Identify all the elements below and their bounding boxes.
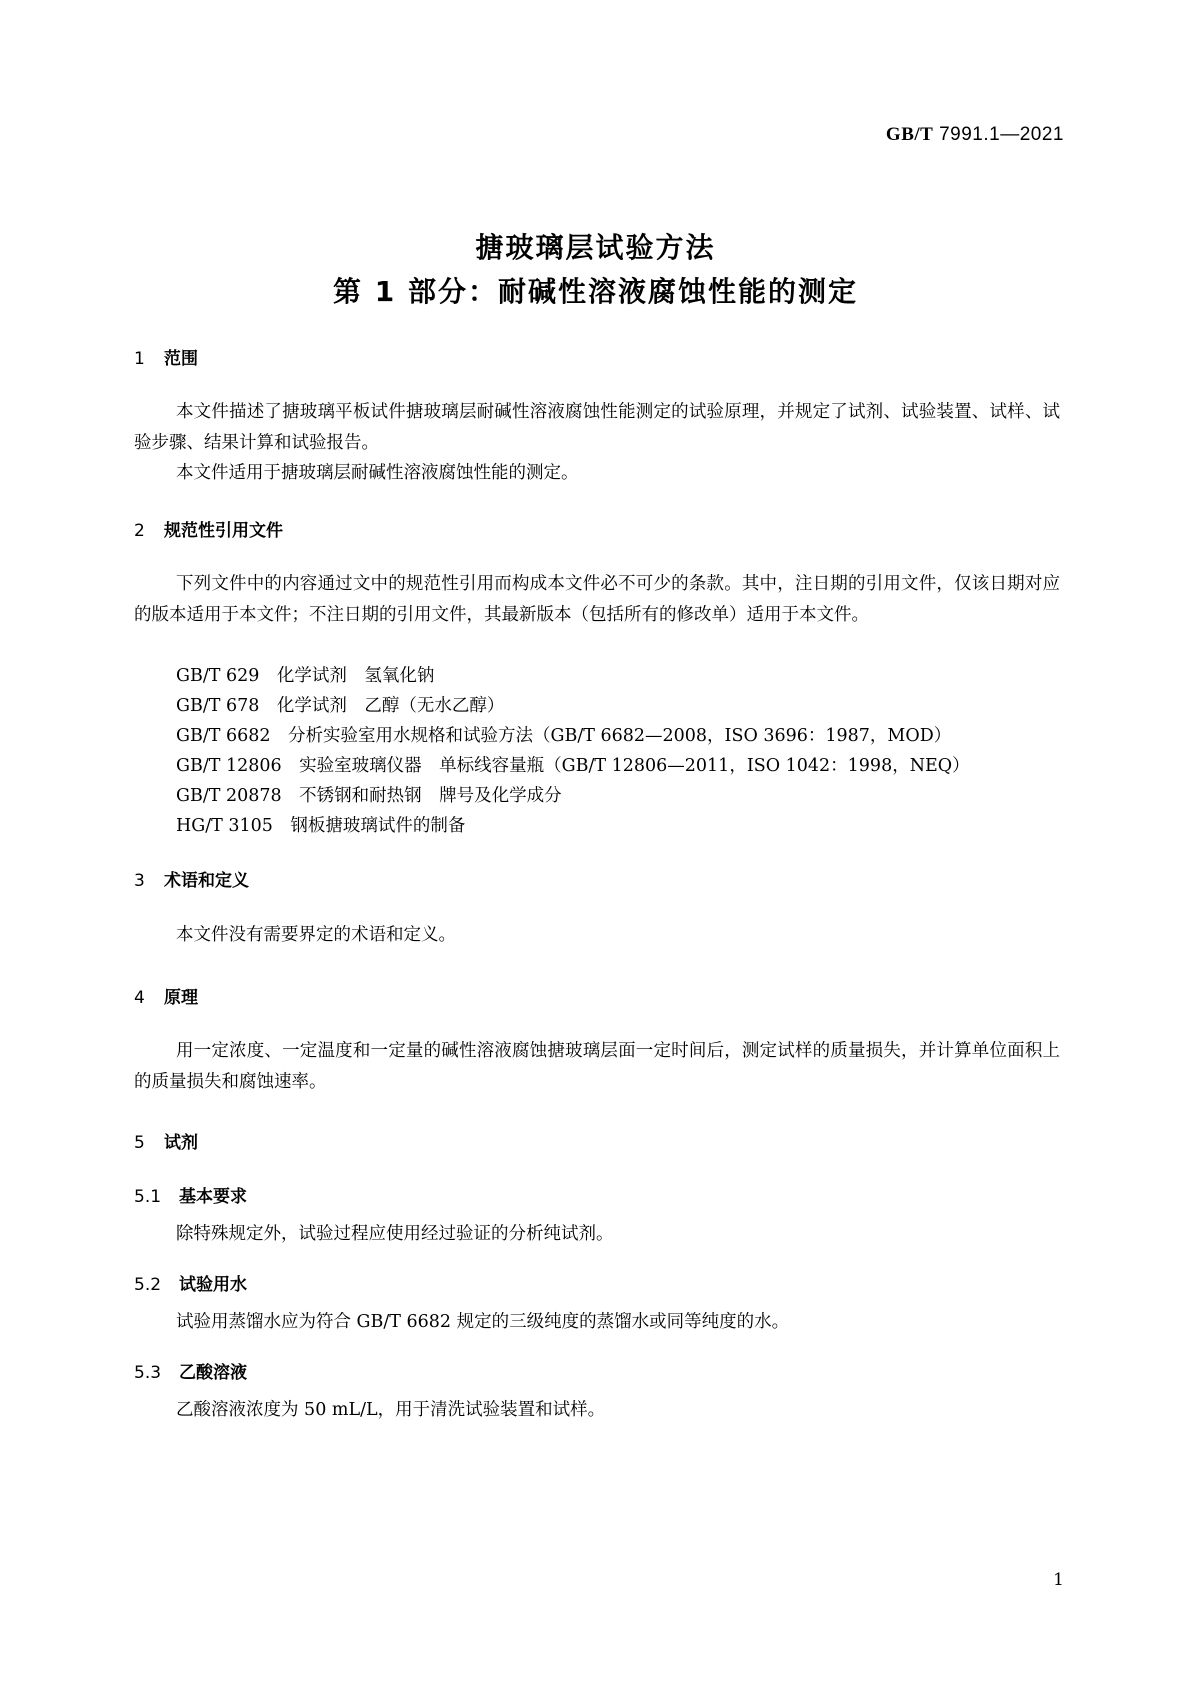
- paragraph: 本文件描述了搪玻璃平板试件搪玻璃层耐碱性溶液腐蚀性能测定的试验原理，并规定了试剂、试验装置、试样、试验步骤、结果计算和试验报告。: [134, 402, 1060, 453]
- section-heading-4: [134, 983, 198, 1008]
- section-title: 原理: [164, 988, 198, 1008]
- section-title: 术语和定义: [164, 871, 249, 891]
- section-heading-5: [134, 1128, 198, 1153]
- normative-reference: HG/T 3105 钢板搪玻璃试件的制备: [176, 816, 466, 836]
- section-heading-2: [134, 516, 283, 541]
- normative-reference: GB/T 20878 不锈钢和耐热钢 牌号及化学成分: [176, 786, 562, 806]
- section-number: 1: [134, 349, 145, 369]
- document-subtitle: 第 1 部分：耐碱性溶液腐蚀性能的测定: [333, 275, 858, 308]
- page-number: 1: [1053, 1570, 1064, 1590]
- normative-reference: GB/T 12806 实验室玻璃仪器 单标线容量瓶（GB/T 12806—2011，ISO 1042：1998，NEQ）: [176, 756, 970, 776]
- paragraph: 试验用蒸馏水应为符合 GB/T 6682 规定的三级纯度的蒸馏水或同等纯度的水。: [176, 1312, 790, 1332]
- subsection-number: 5.3: [134, 1363, 162, 1383]
- section-title: 规范性引用文件: [164, 521, 283, 541]
- section-heading-1: [134, 344, 198, 369]
- subsection-number: 5.2: [134, 1275, 162, 1295]
- section-heading-3: [134, 866, 249, 891]
- section-number: 4: [134, 988, 145, 1008]
- subsection-title: 基本要求: [179, 1187, 247, 1207]
- paragraph: 本文件没有需要界定的术语和定义。: [176, 925, 456, 945]
- normative-reference: GB/T 6682 分析实验室用水规格和试验方法（GB/T 6682—2008，ISO 3696：1987，MOD）: [176, 726, 952, 746]
- section-number: 2: [134, 521, 145, 541]
- standard-prefix: GB/T: [885, 124, 934, 145]
- subsection-heading-5-3: [134, 1358, 247, 1383]
- standard-number: 7991.1—2021: [939, 124, 1064, 145]
- subsection-title: 乙酸溶液: [179, 1363, 247, 1383]
- normative-reference: GB/T 629 化学试剂 氢氧化钠: [176, 666, 435, 686]
- paragraph: 乙酸溶液浓度为 50 mL/L，用于清洗试验装置和试样。: [176, 1400, 606, 1420]
- subsection-title: 试验用水: [179, 1275, 247, 1295]
- normative-reference: GB/T 678 化学试剂 乙醇（无水乙醇）: [176, 696, 505, 716]
- subsection-heading-5-2: [134, 1270, 247, 1295]
- subsection-heading-5-1: [134, 1182, 247, 1207]
- paragraph: 本文件适用于搪玻璃层耐碱性溶液腐蚀性能的测定。: [176, 463, 579, 483]
- paragraph: 用一定浓度、一定温度和一定量的碱性溶液腐蚀搪玻璃层面一定时间后，测定试样的质量损失，并计算单位面积上的质量损失和腐蚀速率。: [134, 1041, 1060, 1092]
- section-title: 试剂: [164, 1133, 198, 1153]
- subsection-number: 5.1: [134, 1187, 162, 1207]
- paragraph: 除特殊规定外，试验过程应使用经过验证的分析纯试剂。: [176, 1224, 614, 1244]
- standard-code: [886, 124, 1064, 146]
- section-number: 5: [134, 1133, 145, 1153]
- document-title: 搪玻璃层试验方法: [475, 231, 716, 264]
- section-title: 范围: [164, 349, 198, 369]
- section-number: 3: [134, 871, 145, 891]
- paragraph: 下列文件中的内容通过文中的规范性引用而构成本文件必不可少的条款。其中，注日期的引用文件，仅该日期对应的版本适用于本文件；不注日期的引用文件，其最新版本（包括所有的修改单）适用于本文件。: [134, 574, 1060, 625]
